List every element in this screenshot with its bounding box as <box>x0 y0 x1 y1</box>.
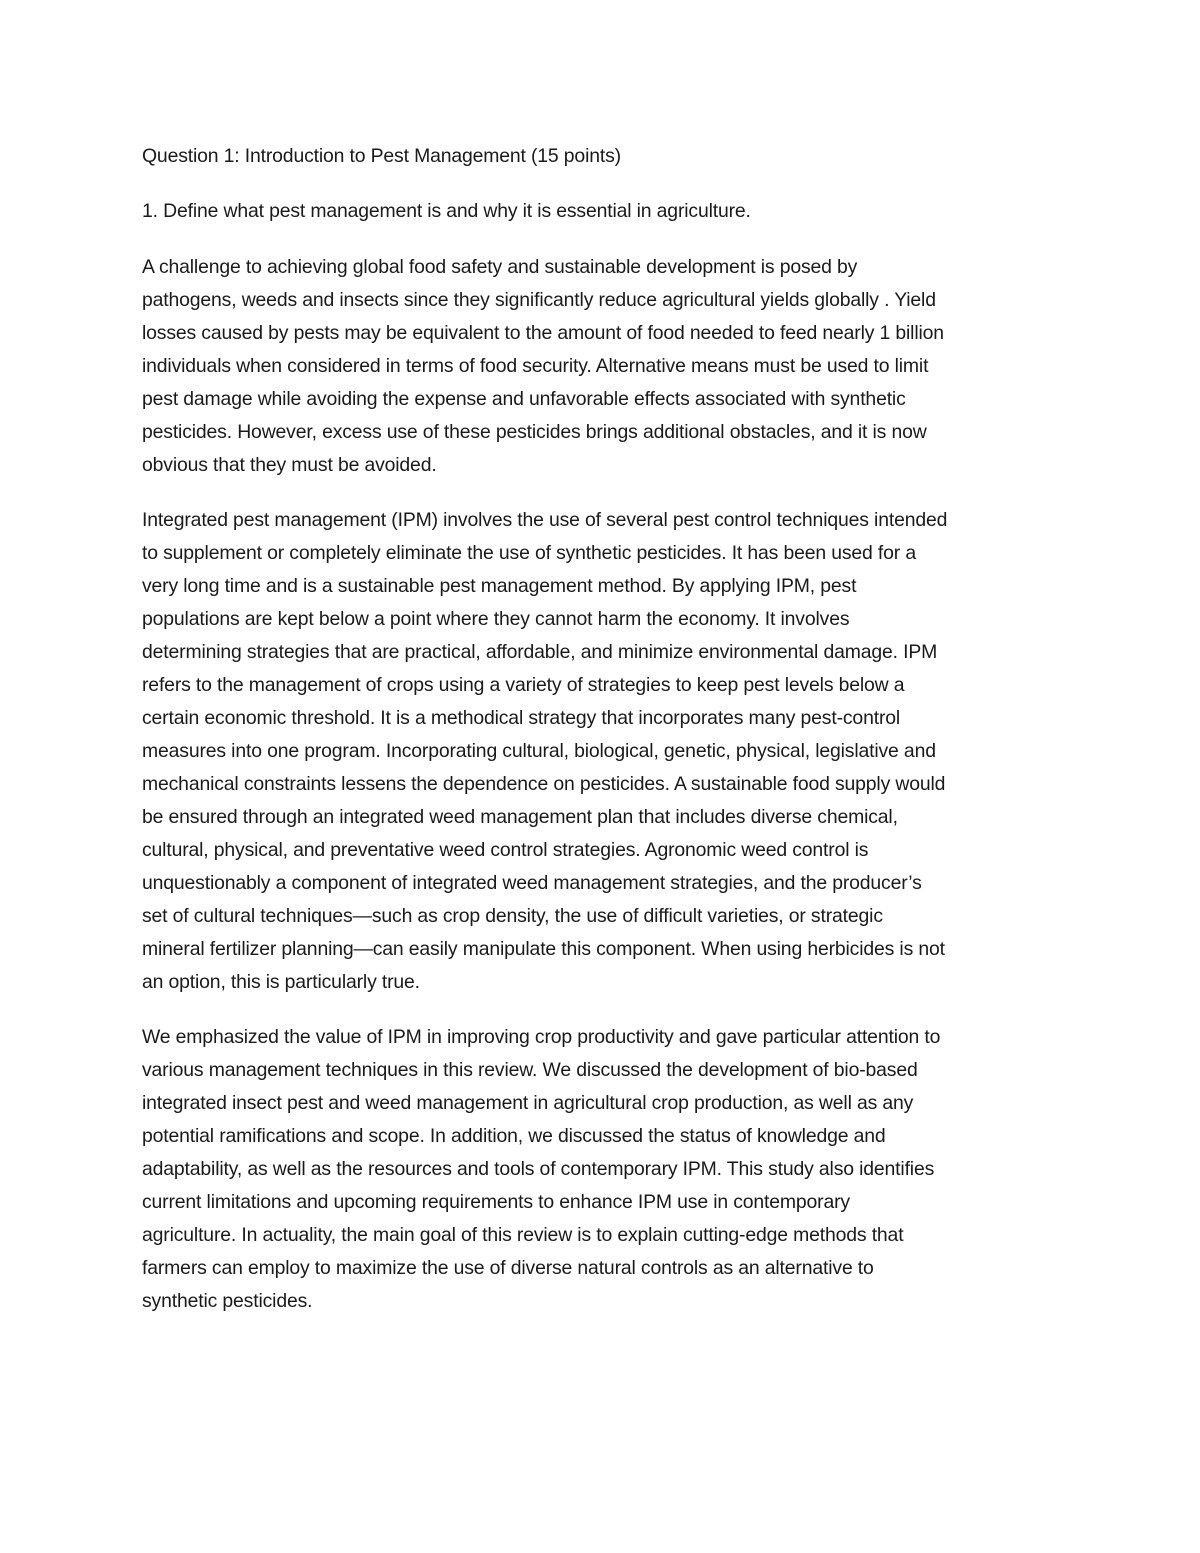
paragraph-line: pathogens, weeds and insects since they significantly reduce agricultural yields globally . Yield <box>142 289 936 311</box>
paragraph-line: obvious that they must be avoided. <box>142 454 437 476</box>
paragraph-line: determining strategies that are practical, affordable, and minimize environmental damage. IPM <box>142 641 938 663</box>
paragraph-line: various management techniques in this review. We discussed the development of bio-based <box>142 1059 918 1081</box>
paragraph-line: individuals when considered in terms of food security. Alternative means must be used to limit <box>142 355 929 377</box>
paragraph-line: current limitations and upcoming requirements to enhance IPM use in contemporary <box>142 1191 850 1213</box>
paragraph <box>142 504 1062 999</box>
paragraph-line: populations are kept below a point where they cannot harm the economy. It involves <box>142 608 850 630</box>
paragraph-line: A challenge to achieving global food safety and sustainable development is posed by <box>142 256 858 278</box>
document-page <box>142 140 1062 1340</box>
paragraph-line: to supplement or completely eliminate the use of synthetic pesticides. It has been used for a <box>142 542 916 564</box>
paragraph-line: mineral fertilizer planning—can easily manipulate this component. When using herbicides is not <box>142 938 945 960</box>
paragraph-line: We emphasized the value of IPM in improving crop productivity and gave particular attention to <box>142 1026 941 1048</box>
paragraph-line: mechanical constraints lessens the dependence on pesticides. A sustainable food supply would <box>142 773 946 795</box>
paragraph-line: synthetic pesticides. <box>142 1290 313 1312</box>
paragraph <box>142 1021 1062 1318</box>
paragraph-line: an option, this is particularly true. <box>142 971 420 993</box>
paragraph-line: agriculture. In actuality, the main goal of this review is to explain cutting-edge methods that <box>142 1224 904 1246</box>
paragraph-line: certain economic threshold. It is a methodical strategy that incorporates many pest-control <box>142 707 901 729</box>
paragraph-line: set of cultural techniques—such as crop density, the use of difficult varieties, or strategic <box>142 905 883 927</box>
paragraph <box>142 251 1062 482</box>
paragraph-line: unquestionably a component of integrated weed management strategies, and the producer’s <box>142 872 922 894</box>
paragraph-line: pesticides. However, excess use of these pesticides brings additional obstacles, and it is now <box>142 421 927 443</box>
paragraph-line: losses caused by pests may be equivalent to the amount of food needed to feed nearly 1 billion <box>142 322 944 344</box>
paragraph-line: farmers can employ to maximize the use of diverse natural controls as an alternative to <box>142 1257 874 1279</box>
paragraph-line: measures into one program. Incorporating cultural, biological, genetic, physical, legislative and <box>142 740 936 762</box>
body-paragraphs <box>142 251 1062 1318</box>
paragraph-line: Integrated pest management (IPM) involves the use of several pest control techniques intended <box>142 509 948 531</box>
paragraph-line: potential ramifications and scope. In addition, we discussed the status of knowledge and <box>142 1125 886 1147</box>
paragraph-line: very long time and is a sustainable pest management method. By applying IPM, pest <box>142 575 857 597</box>
paragraph-line: cultural, physical, and preventative weed control strategies. Agronomic weed control is <box>142 839 869 861</box>
sub-question: 1. Define what pest management is and why it is essential in agriculture. <box>142 200 751 222</box>
paragraph-line: be ensured through an integrated weed management plan that includes diverse chemical, <box>142 806 898 828</box>
paragraph-line: adaptability, as well as the resources and tools of contemporary IPM. This study also identifies <box>142 1158 935 1180</box>
paragraph-line: integrated insect pest and weed management in agricultural crop production, as well as any <box>142 1092 914 1114</box>
paragraph-line: refers to the management of crops using a variety of strategies to keep pest levels below a <box>142 674 905 696</box>
question-heading: Question 1: Introduction to Pest Management (15 points) <box>142 145 621 167</box>
paragraph-line: pest damage while avoiding the expense and unfavorable effects associated with synthetic <box>142 388 906 410</box>
